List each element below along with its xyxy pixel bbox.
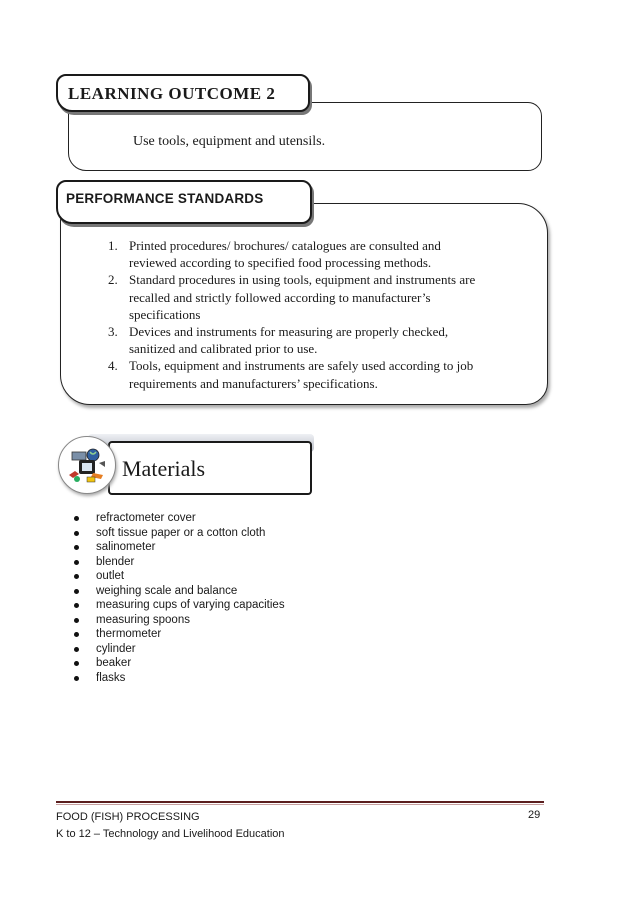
list-item: beaker	[74, 656, 285, 671]
footer-program: K to 12 – Technology and Livelihood Education	[56, 828, 285, 840]
materials-icon	[58, 436, 116, 494]
page-number: 29	[528, 809, 541, 821]
item-line: Devices and instruments for measuring are properly checked,	[129, 324, 449, 340]
learning-outcome-text: Use tools, equipment and utensils.	[133, 134, 326, 149]
performance-standard-item	[108, 323, 518, 357]
learning-outcome-header	[56, 74, 310, 112]
item-line: recalled and strictly followed according to manufacturer’s	[129, 289, 431, 305]
list-item: weighing scale and balance	[74, 584, 285, 599]
performance-standard-item	[108, 237, 518, 271]
materials-title: Materials	[122, 456, 206, 481]
performance-standard-item	[108, 271, 518, 323]
footer-text	[56, 809, 285, 843]
materials-header	[108, 441, 312, 495]
performance-standard-item	[108, 357, 518, 391]
list-item: soft tissue paper or a cotton cloth	[74, 526, 285, 541]
list-item: cylinder	[74, 642, 285, 657]
footer-divider	[56, 801, 544, 803]
item-line: specifications	[129, 306, 201, 322]
list-item: measuring cups of varying capacities	[74, 598, 285, 613]
item-line: requirements and manufacturers’ specifications.	[129, 375, 378, 391]
performance-standards-title: PERFORMANCE STANDARDS	[66, 191, 264, 206]
learning-outcome-title: LEARNING OUTCOME 2	[68, 84, 276, 103]
item-line: reviewed according to specified food processing methods.	[129, 255, 432, 271]
item-line: Standard procedures in using tools, equipment and instruments are	[129, 272, 476, 288]
item-number: 1.	[108, 238, 118, 253]
materials-list	[74, 511, 285, 686]
footer-divider-thin	[56, 804, 544, 805]
list-item: refractometer cover	[74, 511, 285, 526]
list-item: thermometer	[74, 627, 285, 642]
item-number: 2.	[108, 272, 118, 288]
item-number: 4.	[108, 358, 118, 374]
performance-standards-header	[56, 180, 312, 224]
item-line: Tools, equipment and instruments are safely used according to job	[129, 358, 474, 374]
item-line: Printed procedures/ brochures/ catalogues are consulted and	[129, 238, 441, 253]
footer-course: FOOD (FISH) PROCESSING	[56, 811, 200, 823]
list-item: salinometer	[74, 540, 285, 555]
item-line: sanitized and calibrated prior to use.	[129, 341, 318, 357]
list-item: measuring spoons	[74, 613, 285, 628]
list-item: outlet	[74, 569, 285, 584]
list-item: blender	[74, 555, 285, 570]
performance-standards-list	[108, 237, 518, 392]
list-item: flasks	[74, 671, 285, 686]
item-number: 3.	[108, 324, 118, 340]
